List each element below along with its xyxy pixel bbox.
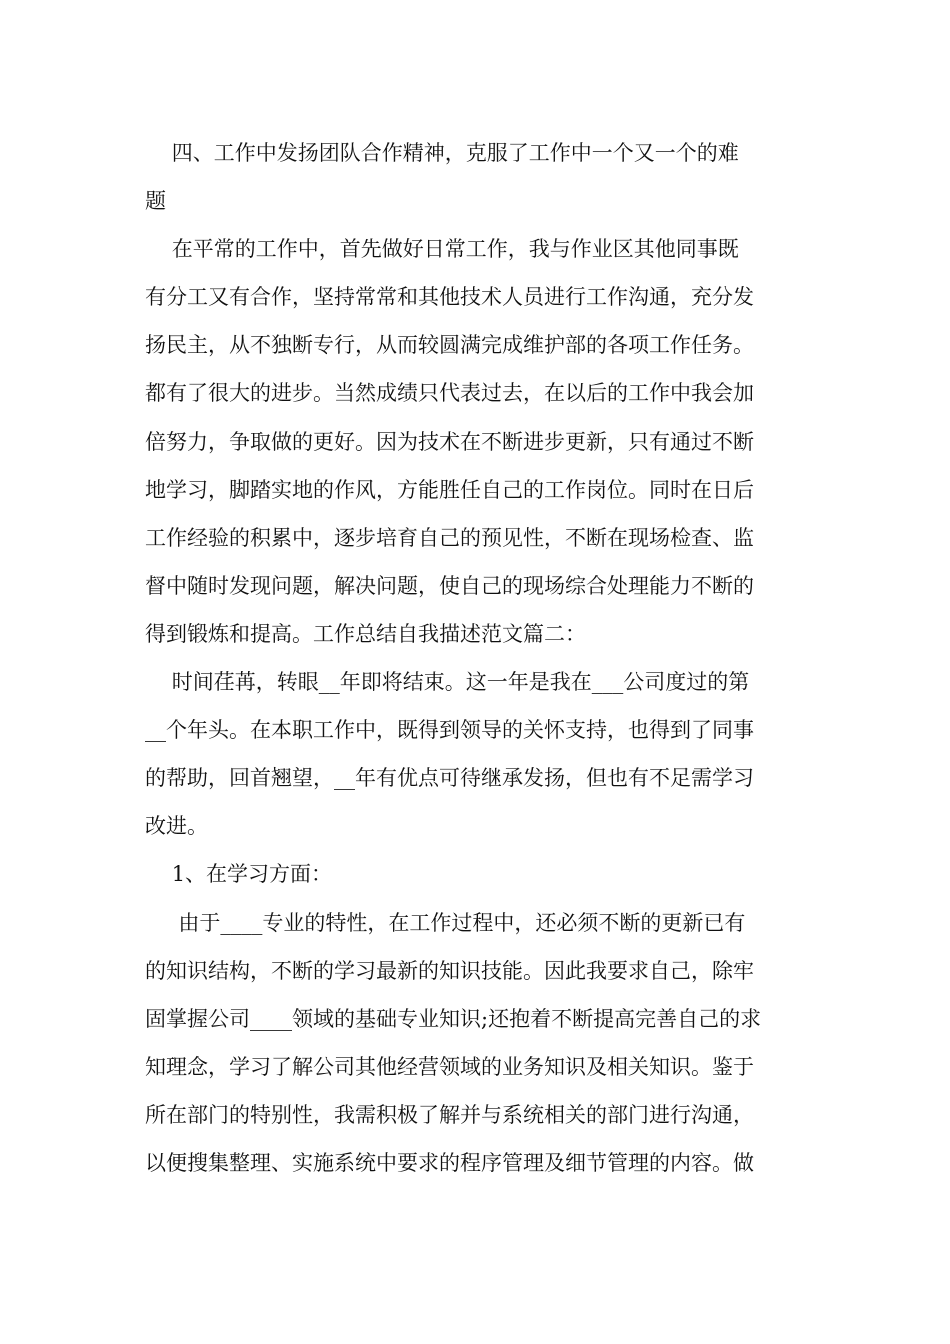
text-line: 四、工作中发扬团队合作精神，克服了工作中一个又一个的难 xyxy=(145,141,739,165)
text-line: 以便搜集整理、实施系统中要求的程序管理及细节管理的内容。做 xyxy=(145,1150,754,1175)
text-line: 1、在学习方面： xyxy=(145,862,333,887)
text-line: 督中随时发现问题，解决问题，使自己的现场综合处理能力不断的 xyxy=(145,573,754,598)
text-line: 由于____专业的特性，在工作过程中，还必须不断的更新已有 xyxy=(145,910,746,935)
text-line: 地学习，脚踏实地的作风，方能胜任自己的工作岗位。同时在日后 xyxy=(145,477,754,502)
text-line: 都有了很大的进步。当然成绩只代表过去，在以后的工作中我会加 xyxy=(145,381,754,406)
text-line: 倍努力，争取做的更好。因为技术在不断进步更新，只有通过不断 xyxy=(145,429,754,454)
text-line: 的帮助，回首翘望，__年有优点可待继承发扬，但也有不足需学习 xyxy=(145,766,754,791)
document-body xyxy=(145,129,810,1187)
text-line: 时间荏苒，转眼__年即将结束。这一年是我在___公司度过的第 xyxy=(145,670,750,695)
text-line: 改进。 xyxy=(145,814,208,839)
text-line: __个年头。在本职工作中，既得到领导的关怀支持，也得到了同事 xyxy=(145,718,754,743)
text-line: 的知识结构，不断的学习最新的知识技能。因此我要求自己，除牢 xyxy=(145,958,754,983)
text-line: 扬民主，从不独断专行，从而较圆满完成维护部的各项工作任务。 xyxy=(145,333,754,358)
text-line: 工作经验的积累中，逐步培育自己的预见性，不断在现场检查、监 xyxy=(145,525,754,550)
text-line: 得到锻炼和提高。工作总结自我描述范文篇二： xyxy=(145,621,586,646)
text-line: 知理念，学习了解公司其他经营领域的业务知识及相关知识。鉴于 xyxy=(145,1054,754,1079)
text-line: 有分工又有合作，坚持常常和其他技术人员进行工作沟通，充分发 xyxy=(145,285,754,310)
text-line: 在平常的工作中，首先做好日常工作，我与作业区其他同事既 xyxy=(145,237,739,262)
text-line: 题 xyxy=(145,189,166,214)
text-line: 固掌握公司____领域的基础专业知识;还抱着不断提高完善自己的求 xyxy=(145,1006,762,1031)
text-line: 所在部门的特别性，我需积极了解并与系统相关的部门进行沟通， xyxy=(145,1102,754,1127)
